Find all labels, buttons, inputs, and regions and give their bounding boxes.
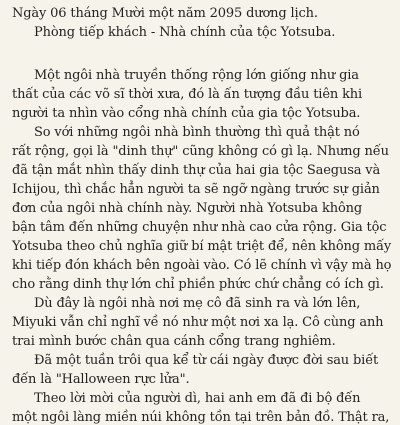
text-line: Theo lời mời của người dì, hai anh em đã đi bộ đến bbox=[34, 391, 361, 406]
text-line: bận tâm đến những chuyện như nhà cao cửa rộng. Gia tộc bbox=[12, 220, 387, 235]
text-line: đơn của ngôi nhà chính này. Người nhà Yotsuba không bbox=[12, 201, 363, 216]
text-line: cho rằng dinh thự lớn chỉ phiền phức chứ chẳng có ích gì. bbox=[12, 277, 384, 292]
text-line: Đã một tuần trôi qua kể từ cái ngày được đời sau biết bbox=[34, 353, 379, 368]
date-line: Ngày 06 tháng Mười một năm 2095 dương lịch. bbox=[12, 6, 318, 21]
text-line: Miyuki vẫn chỉ nghĩ về nó như một nơi xa lạ. Cô cùng anh bbox=[12, 315, 384, 330]
text-line: người ta nhìn vào cổng nhà chính của gia tộc Yotsuba. bbox=[12, 106, 361, 121]
text-line: thất của các võ sĩ thời xưa, đó là ấn tượng đầu tiên khi bbox=[12, 87, 363, 102]
text-line: So với những ngôi nhà bình thường thì quả thật nó bbox=[34, 125, 360, 140]
text-line: Dù đây là ngôi nhà nơi mẹ cô đã sinh ra và lớn lên, bbox=[34, 296, 361, 311]
text-line: Ichijou, thì chắc hẳn người ta sẽ ngỡ ngàng trước sự giản bbox=[12, 182, 380, 197]
text-line: một ngôi làng miền núi không tồn tại trên bản đồ. Thật ra, bbox=[12, 410, 390, 425]
text-line: đến là "Halloween rực lửa". bbox=[12, 372, 190, 387]
text-line: Yotsuba theo chủ nghĩa giữ bí mật triệt để, nên không mấy bbox=[12, 239, 392, 254]
text-line: khi tiếp đón khách bên ngoài vào. Có lẽ chính vì vậy mà họ bbox=[12, 258, 392, 273]
text-line: trai mình bước chân qua cánh cổng trang nghiêm. bbox=[12, 334, 336, 349]
text-line: rất rộng, gọi là "dinh thự" cũng không có gì lạ. Nhưng nếu bbox=[12, 144, 389, 159]
text-line: Một ngôi nhà truyền thống rộng lớn giống như gia bbox=[34, 68, 359, 83]
text-line: đã tận mắt nhìn thấy dinh thự của hai gia tộc Saegusa và bbox=[12, 163, 381, 178]
location-line: Phòng tiếp khách - Nhà chính của tộc Yotsuba. bbox=[34, 25, 336, 40]
